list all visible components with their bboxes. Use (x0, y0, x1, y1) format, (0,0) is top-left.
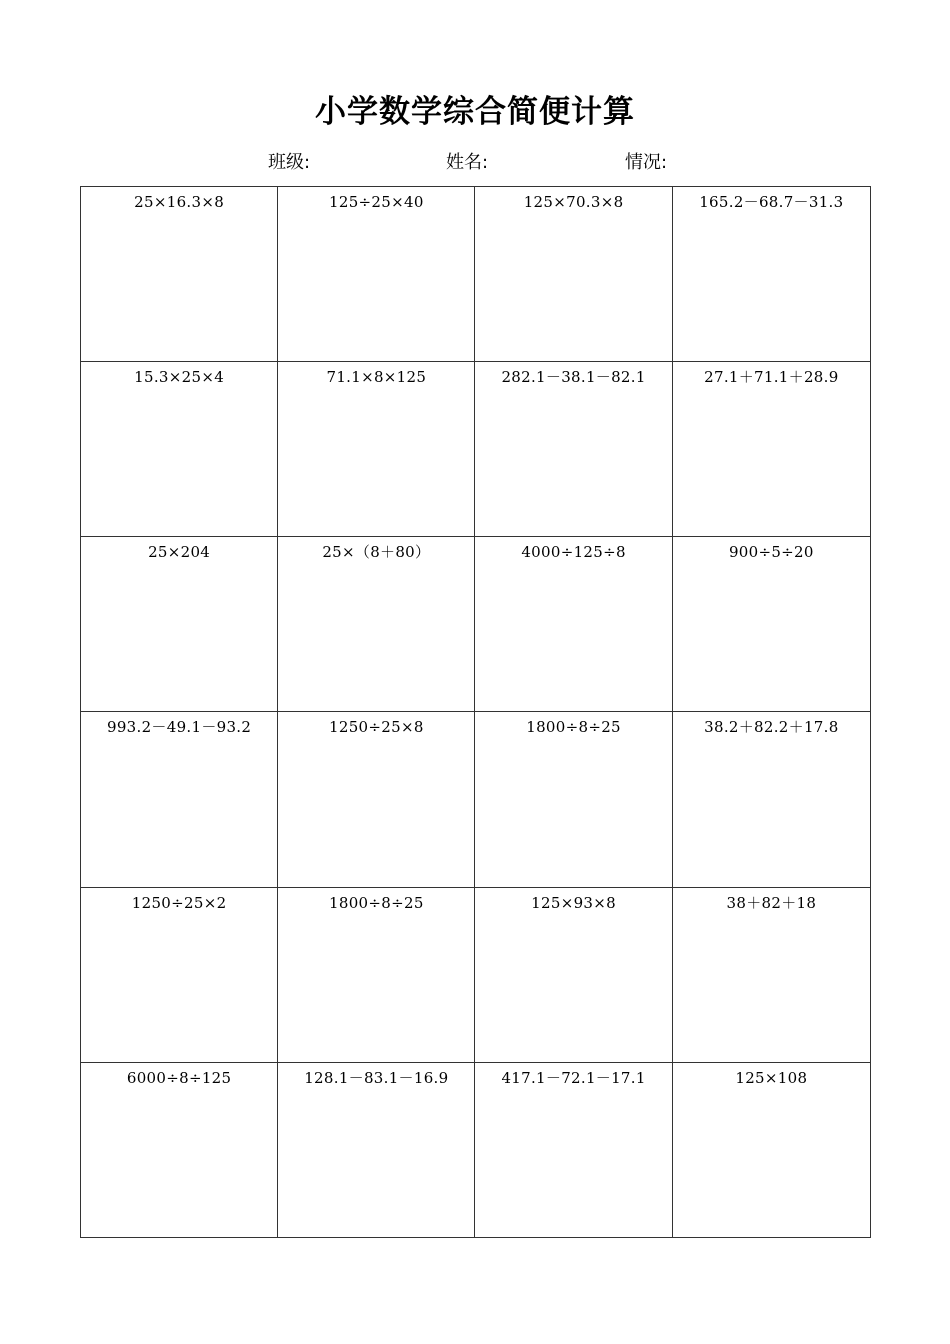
worksheet-title: 小学数学综合简便计算 (315, 94, 635, 130)
problem-cell: 71.1×8×125 (278, 362, 475, 537)
problem-grid (80, 186, 871, 1238)
problem-cell: 6000÷8÷125 (81, 1062, 278, 1237)
problem-row (81, 887, 871, 1062)
problem-row (81, 712, 871, 887)
problem-cell: 15.3×25×4 (81, 362, 278, 537)
student-info-row (0, 150, 950, 176)
problem-cell: 25×204 (81, 537, 278, 712)
problem-row (81, 362, 871, 537)
problem-cell: 38＋82＋18 (672, 887, 870, 1062)
problem-cell: 1250÷25×2 (81, 887, 278, 1062)
class-label: 班级: (268, 152, 311, 173)
problem-cell: 900÷5÷20 (672, 537, 870, 712)
problem-cell: 1800÷8÷25 (475, 712, 672, 887)
problem-cell: 165.2－68.7－31.3 (672, 187, 870, 362)
problem-cell: 1250÷25×8 (278, 712, 475, 887)
problem-cell: 125×70.3×8 (475, 187, 672, 362)
problem-cell: 4000÷125÷8 (475, 537, 672, 712)
problem-row (81, 537, 871, 712)
problem-cell: 282.1－38.1－82.1 (475, 362, 672, 537)
problem-cell: 125×93×8 (475, 887, 672, 1062)
name-label: 姓名: (446, 152, 489, 173)
problem-cell: 25×（8＋80） (278, 537, 475, 712)
status-label: 情况: (625, 152, 668, 173)
problem-cell: 125×108 (672, 1062, 870, 1237)
problem-cell: 27.1＋71.1＋28.9 (672, 362, 870, 537)
problem-row (81, 1062, 871, 1237)
problem-row (81, 187, 871, 362)
problem-cell: 993.2－49.1－93.2 (81, 712, 278, 887)
problem-cell: 1800÷8÷25 (278, 887, 475, 1062)
problem-cell: 128.1－83.1－16.9 (278, 1062, 475, 1237)
problem-cell: 38.2＋82.2＋17.8 (672, 712, 870, 887)
problem-cell: 417.1－72.1－17.1 (475, 1062, 672, 1237)
problem-cell: 25×16.3×8 (81, 187, 278, 362)
problem-cell: 125÷25×40 (278, 187, 475, 362)
